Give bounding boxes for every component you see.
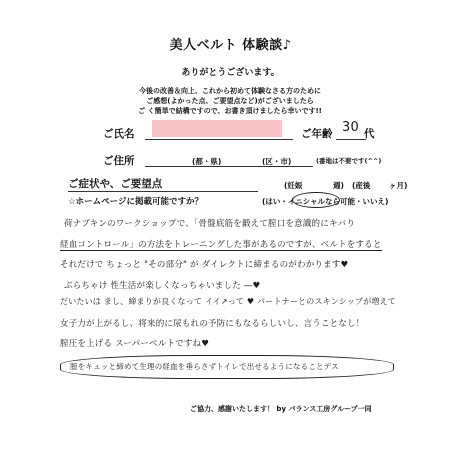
footer-text: ご協力、感謝いたします！ by バランス工房グループ一同 [190,405,372,413]
pregnancy-label: (妊娠 [284,181,303,190]
intro-line-3: ご く簡単で結構ですので、お書き頂けましたら幸いです!! [138,107,322,115]
address-label: ご住所 [103,155,135,167]
postpartum-label: (産後 [352,181,371,190]
testimonial-line-5: だいたいは まし、締まりが良くなって イイ↗って ♥ パートナーとのスキンシップが増えて [60,297,397,306]
testimonial-line-1: 荷ナブキンのワークショップで、「骨盤底筋を鍛えて膣口を意識的にキバり [64,219,356,229]
intro-text [60,86,400,116]
name-redaction [152,120,282,137]
symptoms-underline [68,191,258,192]
pregnancy-unit: 週) [333,181,344,190]
age-value: 30 [342,120,359,135]
testimonial-line-4: ぶらちゃけ 性生活が楽しくなっちゃいました ―♥ [64,281,261,291]
postpartum-unit: ヶ月) [389,181,408,190]
city-label: (区・市) [262,157,292,166]
age-label: ご年齢 [301,128,333,140]
address-note: (番地は不要です(^^) [316,157,382,165]
selected-option-circle [292,192,340,208]
intro-line-1: 今後の改善＆向上、これから初めて体験なさる方のために [139,87,321,95]
page-title: 美人ベルト 体験談♪ [169,38,292,53]
thanks-heading: ありがとうございます。 [181,68,280,78]
age-suffix: 代 [364,128,375,140]
testimonial-line-8: 膣をキュッと締めて生理の経血を垂らさずトイレで出せるようになることデス [70,362,339,371]
testimonial-line-7: 膣圧を上げる スーパーベルトですね♥ [60,339,210,349]
homepage-question: ☆ホームページに掲載可能ですか？ [68,197,203,207]
name-label: ご氏名 [103,128,135,140]
age-underline [336,139,366,140]
symptoms-label: ご症状や、ご要望点 [68,178,163,190]
prefecture-label: (都・県) [192,157,222,166]
address-underline [145,166,313,167]
testimonial-line-3: それだけで ちょっと "その部分" が ダイレクトに締まるのがわかります♥ [60,260,349,270]
homepage-options: (はい・イニシャルなら可能・いいえ) [262,197,389,206]
name-underline [145,139,293,140]
testimonial-line-6: 女子力が上がるし、将来的に尿もれの予防にもなるらしいし、言うことなし！ [60,319,365,329]
testimonial-line-2: 経血コントロール」の方法をトレーニングした事があるのですが、ベルトをすると [60,240,382,250]
intro-line-2: ご感想(よかった点、ご要望点など)がございましたら [146,97,314,105]
